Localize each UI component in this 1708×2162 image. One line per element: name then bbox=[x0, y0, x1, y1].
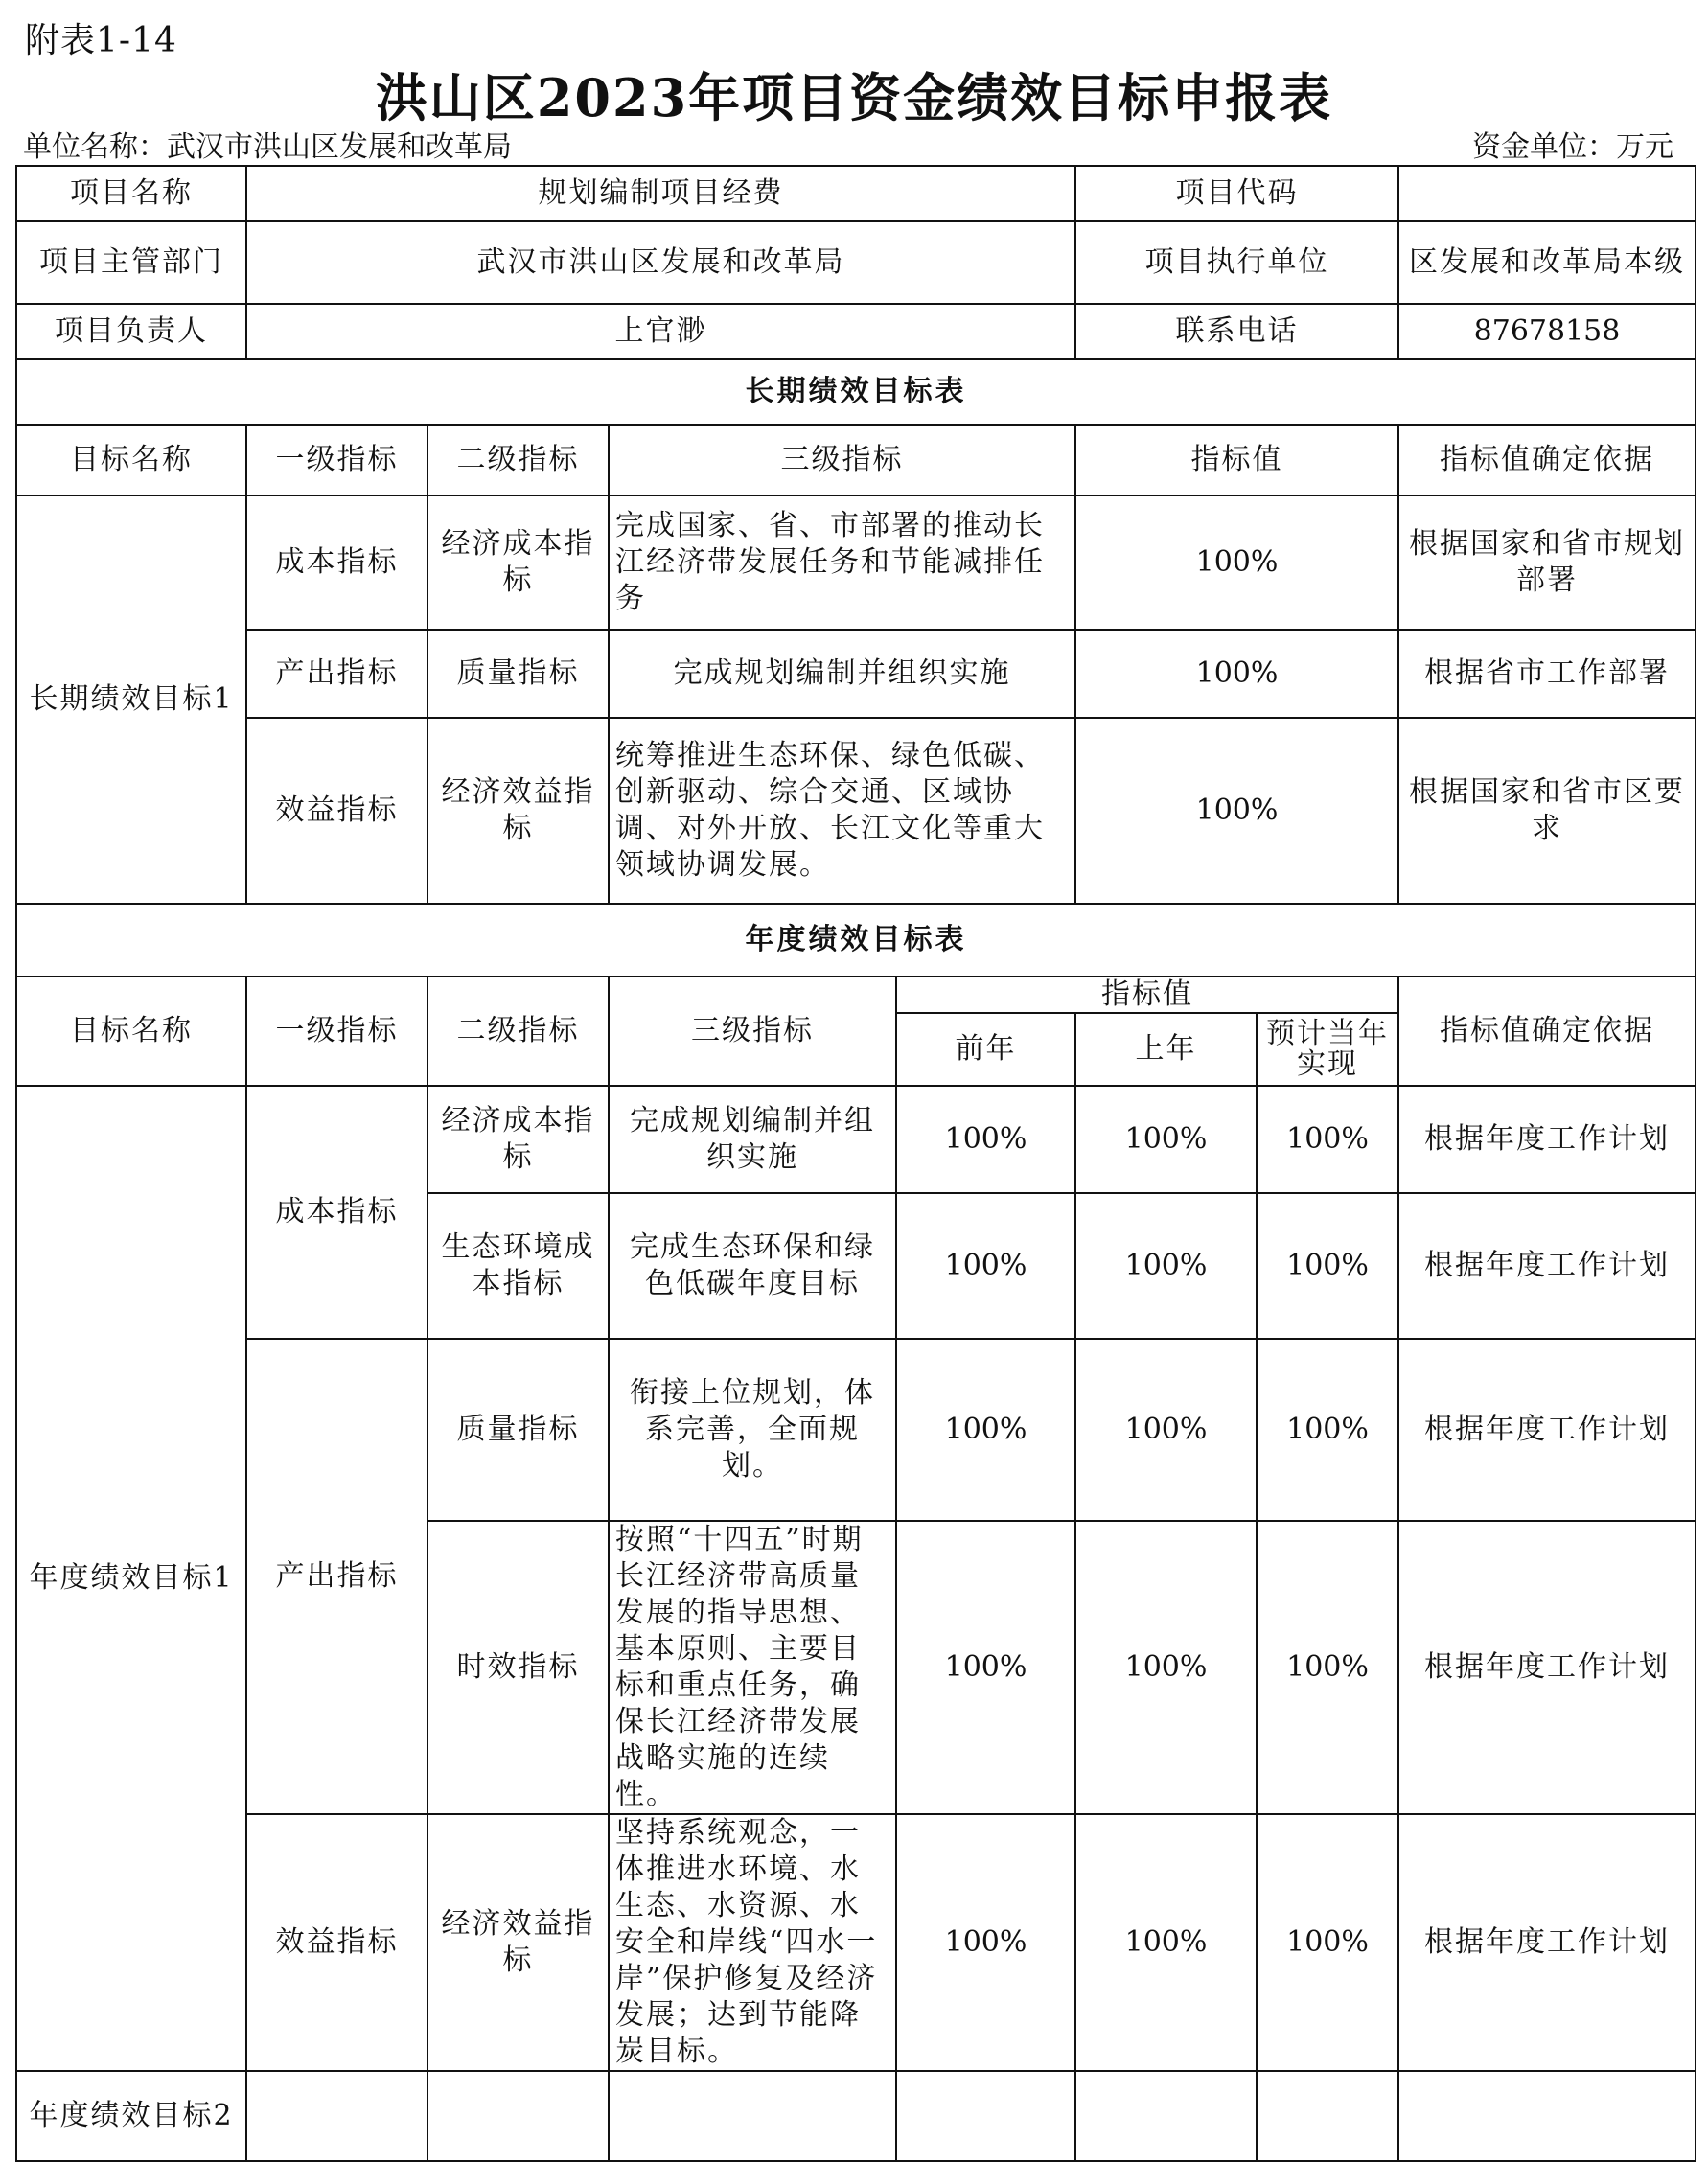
lt-header-level1: 一级指标 bbox=[246, 425, 427, 495]
an-prev: 100% bbox=[896, 1086, 1075, 1193]
lt-level3: 统筹推进生态环保、绿色低碳、创新驱动、综合交通、区域协调、对外开放、长江文化等重大领域协调发展。 bbox=[609, 718, 1075, 904]
lt-level2: 质量指标 bbox=[427, 630, 609, 718]
project-leader-value: 上官渺 bbox=[246, 304, 1075, 359]
long-term-header-row bbox=[16, 425, 1696, 495]
unit-name bbox=[23, 123, 512, 165]
empty-cell bbox=[246, 2071, 427, 2161]
an-prev: 100% bbox=[896, 1814, 1075, 2071]
empty-cell bbox=[1398, 2071, 1696, 2161]
an-goal2-name: 年度绩效目标2 bbox=[16, 2071, 246, 2161]
lt-header-value: 指标值 bbox=[1075, 425, 1398, 495]
lt-goal-name: 长期绩效目标1 bbox=[16, 495, 246, 904]
project-phone-value: 87678158 bbox=[1398, 304, 1696, 359]
project-dept-value: 武汉市洪山区发展和改革局 bbox=[246, 221, 1075, 304]
an-basis: 根据年度工作计划 bbox=[1398, 1193, 1696, 1339]
project-dept-label: 项目主管部门 bbox=[16, 221, 246, 304]
project-exec-label: 项目执行单位 bbox=[1075, 221, 1398, 304]
project-row-leader bbox=[16, 304, 1696, 359]
performance-table bbox=[15, 165, 1696, 2162]
empty-cell bbox=[609, 2071, 896, 2161]
an-basis: 根据年度工作计划 bbox=[1398, 1086, 1696, 1193]
annual-row bbox=[16, 1339, 1696, 1521]
annual-row bbox=[16, 1086, 1696, 1193]
lt-basis: 根据国家和省市规划部署 bbox=[1398, 495, 1696, 630]
an-goal1-name: 年度绩效目标1 bbox=[16, 1086, 246, 2071]
an-level3: 完成生态环保和绿色低碳年度目标 bbox=[609, 1193, 896, 1339]
an-expected: 100% bbox=[1257, 1814, 1398, 2071]
an-prev: 100% bbox=[896, 1521, 1075, 1814]
lt-level1: 效益指标 bbox=[246, 718, 427, 904]
fund-unit bbox=[1472, 123, 1673, 165]
long-term-row bbox=[16, 495, 1696, 630]
long-term-row bbox=[16, 630, 1696, 718]
an-expected: 100% bbox=[1257, 1339, 1398, 1521]
lt-level2: 经济效益指标 bbox=[427, 718, 609, 904]
lt-header-basis: 指标值确定依据 bbox=[1398, 425, 1696, 495]
long-term-section-row bbox=[16, 359, 1696, 425]
project-phone-label: 联系电话 bbox=[1075, 304, 1398, 359]
unit-name-label: 单位名称： bbox=[23, 130, 167, 164]
an-level3: 衔接上位规划，体系完善，全面规划。 bbox=[609, 1339, 896, 1521]
an-level2: 生态环境成本指标 bbox=[427, 1193, 609, 1339]
lt-basis: 根据国家和省市区要求 bbox=[1398, 718, 1696, 904]
an-header-expected: 预计当年实现 bbox=[1257, 1013, 1398, 1086]
annual-row bbox=[16, 1814, 1696, 2071]
an-level2: 质量指标 bbox=[427, 1339, 609, 1521]
lt-header-level2: 二级指标 bbox=[427, 425, 609, 495]
an-last: 100% bbox=[1075, 1521, 1257, 1814]
an-last: 100% bbox=[1075, 1086, 1257, 1193]
an-expected: 100% bbox=[1257, 1193, 1398, 1339]
lt-level1: 成本指标 bbox=[246, 495, 427, 630]
long-term-row bbox=[16, 718, 1696, 904]
annual-goal2-row bbox=[16, 2071, 1696, 2161]
lt-header-level3: 三级指标 bbox=[609, 425, 1075, 495]
annual-section-row bbox=[16, 904, 1696, 977]
empty-cell bbox=[427, 2071, 609, 2161]
unit-name-value: 武汉市洪山区发展和改革局 bbox=[167, 130, 512, 164]
an-last: 100% bbox=[1075, 1193, 1257, 1339]
an-header-level3: 三级指标 bbox=[609, 977, 896, 1086]
project-row-name bbox=[16, 166, 1696, 221]
an-group-benefit: 效益指标 bbox=[246, 1814, 427, 2071]
project-row-dept bbox=[16, 221, 1696, 304]
lt-level3: 完成国家、省、市部署的推动长江经济带发展任务和节能减排任务 bbox=[609, 495, 1075, 630]
page-title: 洪山区2023年项目资金绩效目标申报表 bbox=[375, 67, 1333, 128]
an-header-level2: 二级指标 bbox=[427, 977, 609, 1086]
an-basis: 根据年度工作计划 bbox=[1398, 1521, 1696, 1814]
an-header-basis: 指标值确定依据 bbox=[1398, 977, 1696, 1086]
project-code-value bbox=[1398, 166, 1696, 221]
project-exec-value: 区发展和改革局本级 bbox=[1398, 221, 1696, 304]
an-group-cost: 成本指标 bbox=[246, 1086, 427, 1339]
fund-unit-label: 资金单位： bbox=[1472, 130, 1616, 164]
appendix-label: 附表1-14 bbox=[25, 21, 177, 60]
an-last: 100% bbox=[1075, 1339, 1257, 1521]
project-name-value: 规划编制项目经费 bbox=[246, 166, 1075, 221]
an-expected: 100% bbox=[1257, 1086, 1398, 1193]
lt-level1: 产出指标 bbox=[246, 630, 427, 718]
annual-section-title: 年度绩效目标表 bbox=[16, 904, 1696, 977]
an-basis: 根据年度工作计划 bbox=[1398, 1814, 1696, 2071]
an-header-goal: 目标名称 bbox=[16, 977, 246, 1086]
an-level3: 坚持系统观念，一体推进水环境、水生态、水资源、水安全和岸线“四水一岸”保护修复及经济发展；达到节能降炭目标。 bbox=[609, 1814, 896, 2071]
an-header-last-year: 上年 bbox=[1075, 1013, 1257, 1086]
an-group-output: 产出指标 bbox=[246, 1339, 427, 1814]
an-level3: 按照“十四五”时期长江经济带高质量发展的指导思想、基本原则、主要目标和重点任务，确保长江经济带发展战略实施的连续性。 bbox=[609, 1521, 896, 1814]
lt-level2: 经济成本指标 bbox=[427, 495, 609, 630]
project-leader-label: 项目负责人 bbox=[16, 304, 246, 359]
an-header-level1: 一级指标 bbox=[246, 977, 427, 1086]
project-name-label: 项目名称 bbox=[16, 166, 246, 221]
an-level2: 经济效益指标 bbox=[427, 1814, 609, 2071]
empty-cell bbox=[1257, 2071, 1398, 2161]
an-expected: 100% bbox=[1257, 1521, 1398, 1814]
lt-value: 100% bbox=[1075, 630, 1398, 718]
empty-cell bbox=[896, 2071, 1075, 2161]
lt-header-goal: 目标名称 bbox=[16, 425, 246, 495]
an-level2: 经济成本指标 bbox=[427, 1086, 609, 1193]
lt-basis: 根据省市工作部署 bbox=[1398, 630, 1696, 718]
an-header-value-group: 指标值 bbox=[896, 977, 1398, 1013]
an-level2: 时效指标 bbox=[427, 1521, 609, 1814]
an-prev: 100% bbox=[896, 1339, 1075, 1521]
lt-value: 100% bbox=[1075, 495, 1398, 630]
long-term-section-title: 长期绩效目标表 bbox=[16, 359, 1696, 425]
lt-value: 100% bbox=[1075, 718, 1398, 904]
an-prev: 100% bbox=[896, 1193, 1075, 1339]
an-header-prev-year: 前年 bbox=[896, 1013, 1075, 1086]
lt-level3: 完成规划编制并组织实施 bbox=[609, 630, 1075, 718]
fund-unit-value: 万元 bbox=[1616, 130, 1673, 164]
annual-header-row bbox=[16, 977, 1696, 1013]
empty-cell bbox=[1075, 2071, 1257, 2161]
an-basis: 根据年度工作计划 bbox=[1398, 1339, 1696, 1521]
an-last: 100% bbox=[1075, 1814, 1257, 2071]
an-level3: 完成规划编制并组织实施 bbox=[609, 1086, 896, 1193]
project-code-label: 项目代码 bbox=[1075, 166, 1398, 221]
